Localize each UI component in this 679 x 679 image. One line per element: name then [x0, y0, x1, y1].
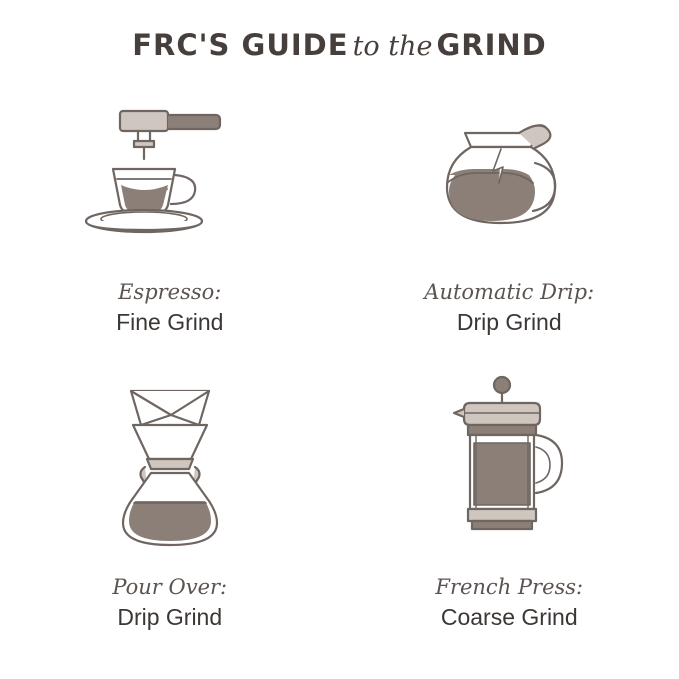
caption-pour-over: [112, 574, 227, 633]
grind-type: Drip Grind: [117, 604, 223, 631]
method-name: Pour Over:: [112, 575, 228, 599]
grind-type: Coarse Grind: [440, 604, 578, 631]
title-script-words: to the: [352, 31, 433, 62]
brew-method-grid: [0, 88, 679, 658]
caption-espresso: [116, 279, 223, 338]
method-name: Automatic Drip:: [424, 280, 595, 304]
grid-cell-automatic-drip: [340, 88, 679, 373]
french-press-icon: [414, 373, 604, 568]
title-part-two: GRIND: [436, 28, 547, 62]
grid-cell-french-press: [340, 373, 679, 658]
method-name: Espresso:: [118, 280, 222, 304]
caption-french-press: [435, 574, 583, 633]
grid-cell-espresso: [0, 88, 340, 373]
method-name: French Press:: [435, 575, 584, 599]
pour-over-chemex-icon: [75, 373, 265, 568]
title-part-one: FRC'S GUIDE: [132, 28, 349, 62]
caption-automatic-drip: [424, 279, 594, 338]
grind-type: Drip Grind: [456, 309, 562, 336]
page-title: [0, 28, 679, 62]
grind-type: Fine Grind: [116, 309, 224, 336]
grid-cell-pour-over: [0, 373, 340, 658]
espresso-machine-icon: [65, 88, 275, 273]
automatic-drip-carafe-icon: [409, 88, 609, 273]
